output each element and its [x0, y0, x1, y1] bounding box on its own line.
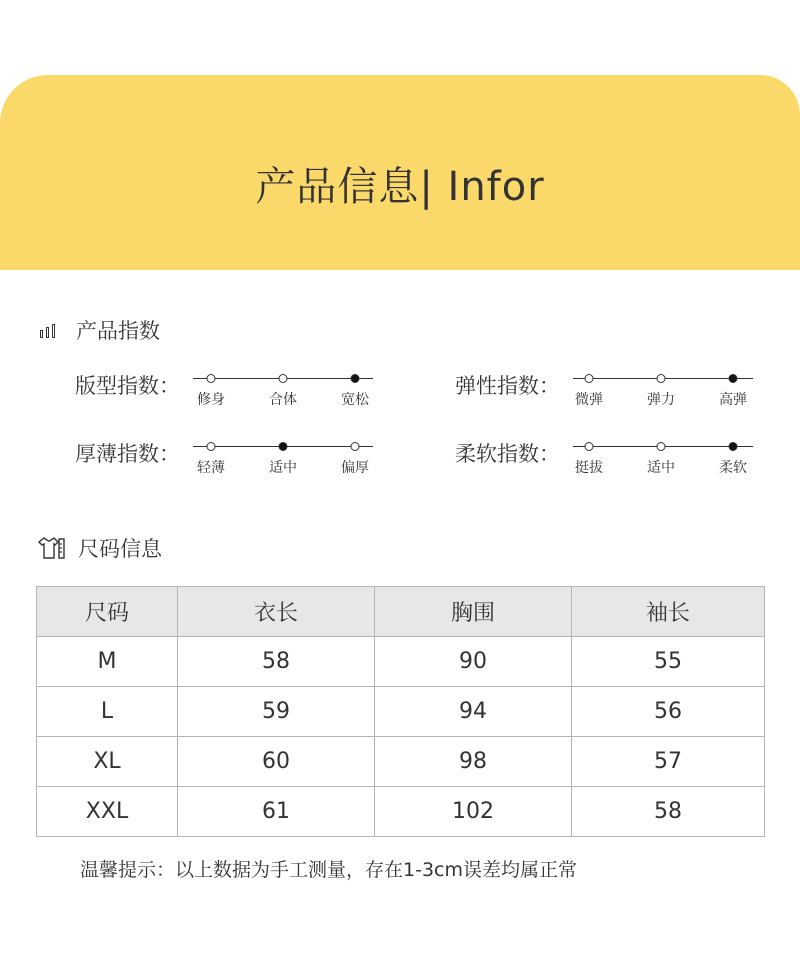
scale-dot — [585, 442, 594, 451]
table-cell: M — [37, 637, 178, 687]
table-row — [37, 637, 765, 687]
table-cell: 56 — [572, 687, 765, 737]
table-cell: XXL — [37, 787, 178, 837]
scale-option: 修身 — [197, 392, 225, 408]
column-header: 袖长 — [572, 587, 765, 637]
table-cell: 57 — [572, 737, 765, 787]
scale-dot — [657, 442, 666, 451]
scale-option: 高弹 — [719, 392, 747, 408]
table-cell: L — [37, 687, 178, 737]
column-header: 衣长 — [178, 587, 375, 637]
table-cell: 55 — [572, 637, 765, 687]
index-scale — [193, 370, 373, 410]
table-cell: 59 — [178, 687, 375, 737]
measurement-tip: 温馨提示：以上数据为手工测量，存在1-3cm误差均属正常 — [80, 859, 577, 881]
table-row — [37, 787, 765, 837]
table-cell: 90 — [375, 637, 572, 687]
index-scale — [573, 438, 753, 478]
size-info-heading — [36, 533, 162, 563]
scale-option: 宽松 — [341, 392, 369, 408]
scale-option: 轻薄 — [197, 460, 225, 476]
table-cell: 102 — [375, 787, 572, 837]
table-cell: 98 — [375, 737, 572, 787]
index-item-thickness — [75, 438, 373, 478]
column-header: 尺码 — [37, 587, 178, 637]
index-item-elasticity — [455, 370, 753, 410]
table-cell: 58 — [178, 637, 375, 687]
index-scale — [573, 370, 753, 410]
scale-option: 适中 — [269, 460, 297, 476]
table-cell: 60 — [178, 737, 375, 787]
table-cell: 94 — [375, 687, 572, 737]
scale-dot — [351, 442, 360, 451]
scale-dot-selected — [351, 374, 360, 383]
scale-option: 适中 — [647, 460, 675, 476]
scale-dot — [207, 442, 216, 451]
tshirt-ruler-icon — [36, 536, 66, 560]
bar-chart-icon — [40, 318, 64, 342]
table-cell: XL — [37, 737, 178, 787]
scale-option: 偏厚 — [341, 460, 369, 476]
table-row — [37, 737, 765, 787]
index-label: 柔软指数： — [455, 442, 560, 466]
table-row — [37, 687, 765, 737]
scale-dot — [207, 374, 216, 383]
product-index-heading — [40, 315, 160, 345]
scale-option: 挺拔 — [575, 460, 603, 476]
scale-option: 微弹 — [575, 392, 603, 408]
index-label: 弹性指数： — [455, 374, 560, 398]
column-header: 胸围 — [375, 587, 572, 637]
index-label: 厚薄指数： — [75, 442, 180, 466]
index-label: 版型指数： — [75, 374, 180, 398]
index-item-fit — [75, 370, 373, 410]
scale-option: 弹力 — [647, 392, 675, 408]
scale-option: 合体 — [269, 392, 297, 408]
size-table — [36, 586, 765, 837]
table-header-row — [37, 587, 765, 637]
scale-dot — [279, 374, 288, 383]
scale-dot — [657, 374, 666, 383]
product-index-title: 产品指数 — [76, 319, 160, 343]
table-cell: 58 — [572, 787, 765, 837]
scale-dot — [585, 374, 594, 383]
scale-dot-selected — [729, 374, 738, 383]
size-info-title: 尺码信息 — [78, 537, 162, 561]
table-cell: 61 — [178, 787, 375, 837]
scale-option: 柔软 — [719, 460, 747, 476]
index-scale — [193, 438, 373, 478]
scale-dot-selected — [729, 442, 738, 451]
scale-dot-selected — [279, 442, 288, 451]
index-item-softness — [455, 438, 753, 478]
page-title: 产品信息| Infor — [255, 164, 545, 210]
